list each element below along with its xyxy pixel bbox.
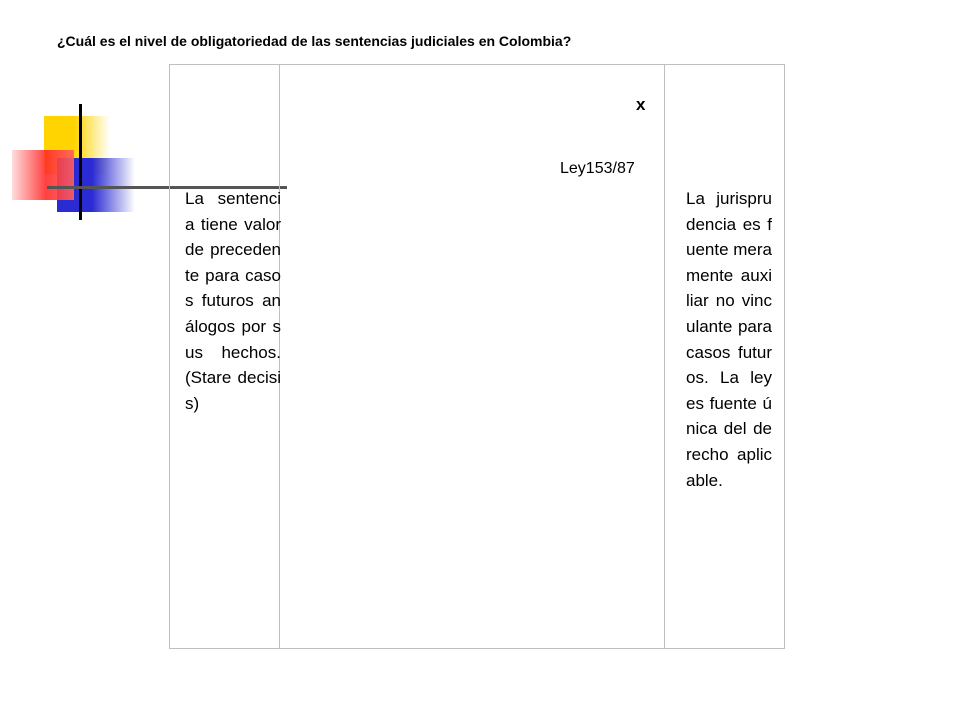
page-title: ¿Cuál es el nivel de obligatoriedad de las sentencias judiciales en Colombia?: [57, 33, 572, 49]
column-divider-2: [664, 65, 665, 648]
red-square-shape: [12, 150, 74, 200]
law-reference-label: Ley153/87: [560, 160, 635, 177]
vertical-line-shape: [79, 104, 82, 220]
left-cell-text: La sentencia tiene valor de precedente para casos futuros análogos por sus hechos. (Stare decisis): [185, 189, 281, 413]
right-cell-text: La jurisprudencia es fuente meramente auxiliar no vinculante para casos futuros. La ley es fuente única del derecho aplicable.: [686, 189, 772, 490]
comparison-table: [169, 64, 785, 649]
x-mark: x: [636, 95, 646, 114]
